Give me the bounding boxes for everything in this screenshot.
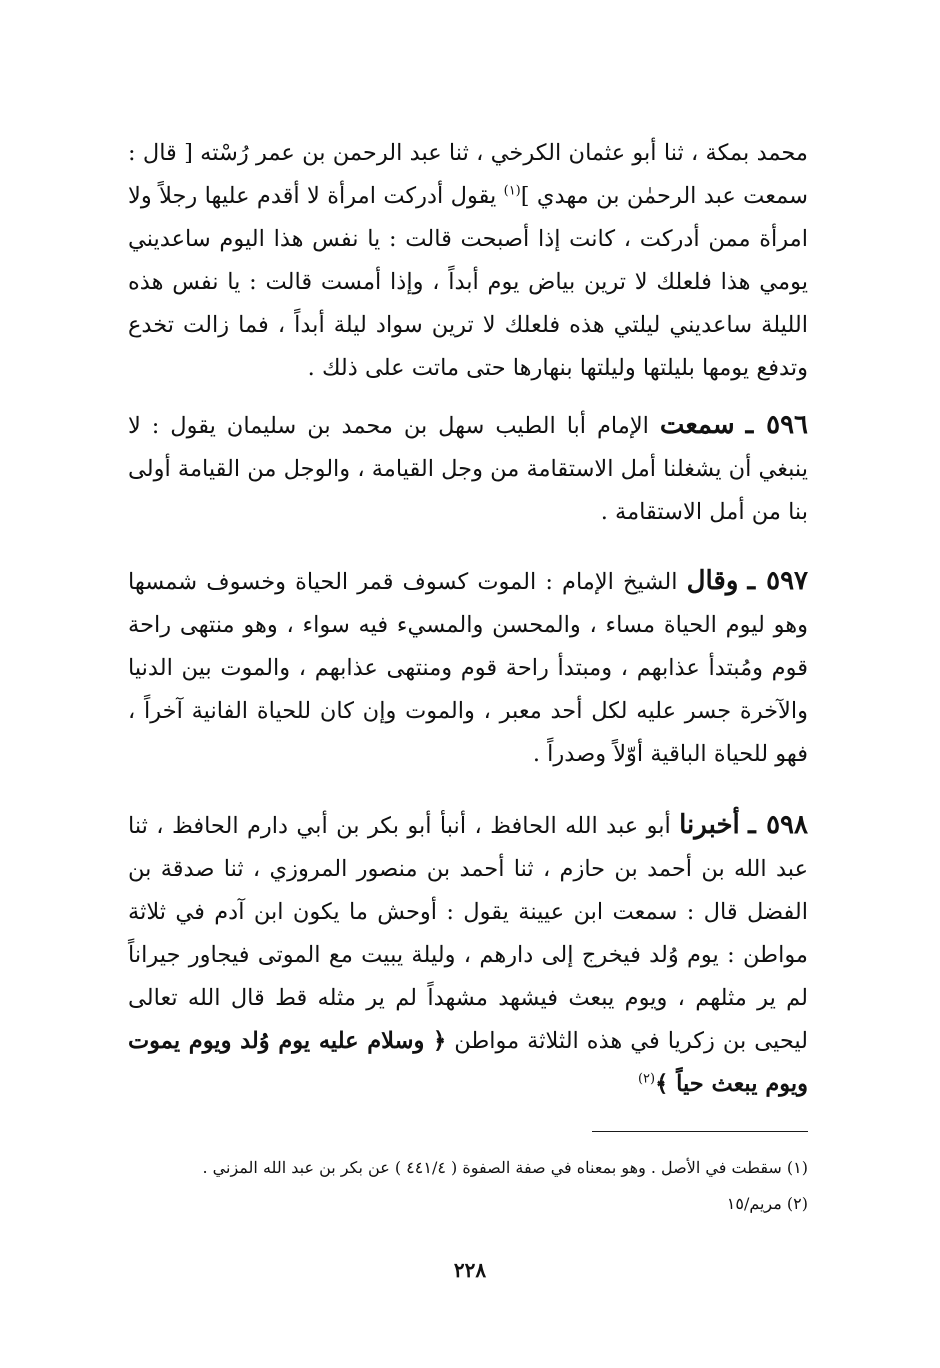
footnote-2: (٢) مريم/١٥ xyxy=(726,1194,808,1213)
entry-heading: وقال xyxy=(686,566,739,596)
footnote-divider xyxy=(592,1131,808,1132)
page-number: ٢٢٨ xyxy=(453,1258,487,1282)
entry-598 xyxy=(128,804,808,1106)
entry-597 xyxy=(128,560,808,776)
footnotes xyxy=(128,1150,808,1222)
quran-verse: ﴿ وسلام عليه يوم وُلد ويوم يموت ويوم يبعث حياً ﴾ xyxy=(128,1028,808,1097)
entry-number: ٥٩٦ ـ xyxy=(745,410,809,440)
entry-text: الإمام أبا الطيب سهل بن محمد بن سليمان يقول : لا ينبغي أن يشغلنا أمل الاستقامة من وجل القيامة ، والوجل من القيامة أولى بنا من أمل الاستقامة . xyxy=(128,413,808,525)
footnote-reference: (٢) xyxy=(637,1071,656,1087)
footnote-reference: (١) xyxy=(503,183,521,199)
entry-596 xyxy=(128,404,808,534)
paragraph-text: محمد بمكة ، ثنا أبو عثمان الكرخي ، ثنا عبد الرحمن بن عمر رُسْته [ قال : سمعت عبد الرحمٰن بن مهدي ] xyxy=(128,140,808,209)
entry-text: الشيخ الإمام : الموت كسوف قمر الحياة وخسوف شمسها وهو ليوم الحياة مساء ، والمحسن والمسيء فيه سواء ، وهو منتهى راحة قوم ومُبتدأ عذابهم ، ومبتدأ راحة قوم ومنتهى عذابهم ، والموت بين الدنيا والآخرة جسر عليه لكل أحد معبر ، والموت وإن كان للحياة الفانية آخراً ، فهو للحياة الباقية أوّلاً وصدراً . xyxy=(128,569,808,767)
paragraph-text: يقول أدركت امرأة لا أقدم عليها رجلاً ولا امرأة ممن أدركت ، كانت إذا أصبحت قالت : يا نفس هذا اليوم ساعديني يومي هذا فلعلك لا ترين بياض يوم أبداً ، وإذا أمست قالت : يا نفس هذه الليلة ساعديني ليلتي هذه فلعلك لا ترين سواد ليلة أبداً ، فما زالت تخدع وتدفع يومها بليلتها وليلتها بنهارها حتى ماتت على ذلك . xyxy=(128,183,808,381)
entry-text: أبو عبد الله الحافظ ، أنبأ أبو بكر بن أبي دارم الحافظ ، ثنا عبد الله بن أحمد بن حازم ، ثنا أحمد بن منصور المروزي ، ثنا صدقة بن الفضل قال : سمعت ابن عيينة يقول : أوحش ما يكون ابن آدم في ثلاثة مواطن : يوم وُلد فيخرج إلى دارهم ، وليلة يبيت مع الموتى فيجاور جيراناً لم ير مثلهم ، ويوم يبعث فيشهد مشهداً لم ير مثله قط قال الله تعالى ليحيى بن زكريا في هذه الثلاثة مواطن xyxy=(128,813,808,1054)
entry-number: ٥٩٨ ـ xyxy=(748,810,808,840)
entry-heading: سمعت xyxy=(659,410,735,440)
footnote-1: (١) سقطت في الأصل . وهو بمعناه في صفة الصفوة ( ٤٤١/٤ ) عن بكر بن عبد الله المزني . xyxy=(202,1158,808,1177)
entry-heading: أخبرنا xyxy=(679,810,740,840)
entry-number: ٥٩٧ ـ xyxy=(747,566,809,596)
paragraph-continuation xyxy=(128,132,808,390)
